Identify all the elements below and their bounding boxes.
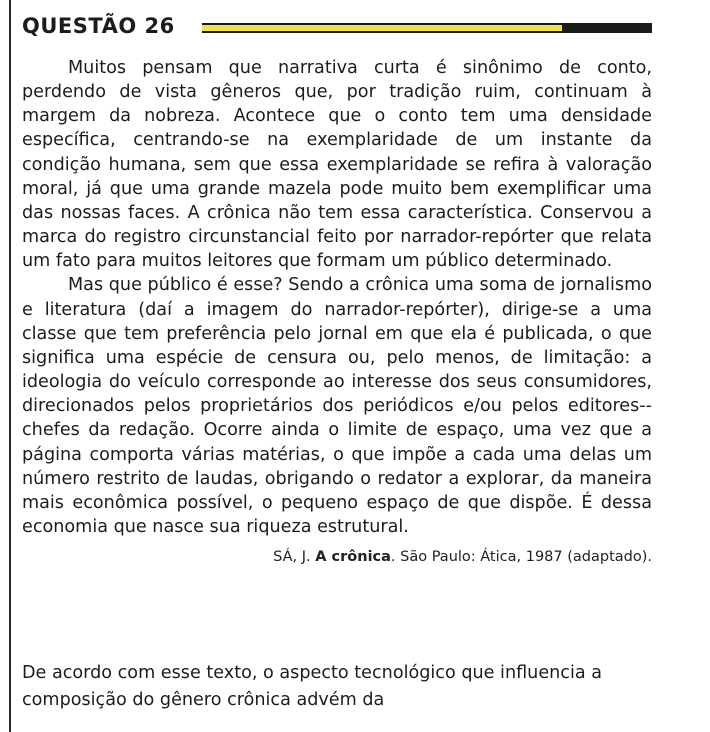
passage-text bbox=[22, 56, 652, 567]
source-citation bbox=[22, 547, 652, 567]
title-decorative-bar bbox=[202, 23, 652, 33]
passage-paragraph-1: Muitos pensam que narrativa curta é sinônimo de conto, perdendo de vista gêneros que, por tradição ruim, continuam à margem da nobreza. Acontece que o conto tem uma densidade específica, centrando-se na exemplaridade de um instante da condição humana, sem que essa exemplaridade se refira à valoração moral, já que uma grande mazela pode muito bem exemplificar uma das nossas faces. A crônica não tem essa característica. Conservou a marca do registro circunstancial feito por narrador-repórter que relata um fato para muitos leitores que formam um público determinado. bbox=[22, 58, 652, 272]
question-header bbox=[22, 14, 662, 44]
passage-paragraph-2: Mas que público é esse? Sendo a crônica uma soma de jornalismo e literatura (daí a imagem do narrador-repórter), dirige-se a uma classe que tem preferência pelo jornal em que ela é publicada, o que significa uma espécie de censura ou, pelo menos, de limitação: a ideologia do veículo corresponde ao interesse dos seus consumidores, direcionados pelos proprietários dos periódicos e/ou pelos editores-​-chefes da redação. Ocorre ainda o limite de espaço, uma vez que a página comporta várias matérias, o que impõe a cada uma delas um número restrito de laudas, obrigando o redator a explorar, da maneira mais econômica possível, o pequeno espaço de que dispõe. É dessa economia que nasce sua riqueza estrutural. bbox=[22, 275, 652, 537]
question-prompt: De acordo com esse texto, o aspecto tecnológico que influencia a composição do gênero crônica advém da bbox=[22, 663, 603, 710]
title-bar-end-block bbox=[562, 23, 652, 33]
citation-details: . São Paulo: Ática, 1987 (adaptado). bbox=[390, 549, 652, 566]
citation-author: SÁ, J. bbox=[273, 549, 316, 566]
citation-work-title: A crônica bbox=[315, 549, 391, 566]
question-title: QUESTÃO 26 bbox=[22, 14, 175, 38]
left-margin-rule bbox=[9, 0, 11, 732]
